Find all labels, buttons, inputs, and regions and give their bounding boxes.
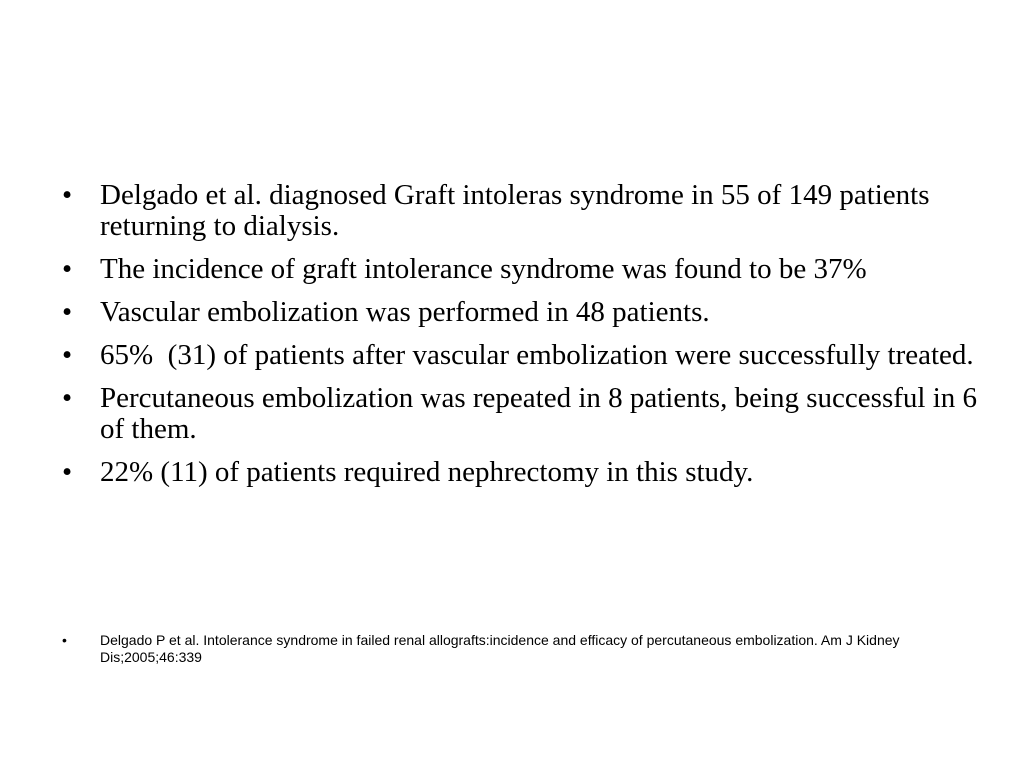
- list-item-text: Delgado et al. diagnosed Graft intoleras syndrome in 55 of 149 patients returning to dialysis.: [100, 179, 930, 242]
- bullet-icon: •: [62, 339, 73, 371]
- list-item: [62, 180, 982, 242]
- bullet-icon: •: [62, 382, 73, 414]
- list-item: [62, 340, 982, 371]
- reference-text: Delgado P et al. Intolerance syndrome in failed renal allografts:incidence and efficacy of percutaneous embolization. Am J Kidney Dis;2005;46:339: [100, 632, 900, 665]
- bullet-icon: •: [62, 456, 73, 488]
- list-item: [62, 383, 982, 445]
- list-item: [62, 457, 982, 488]
- list-item-text: Percutaneous embolization was repeated in 8 patients, being successful in 6 of them.: [100, 382, 977, 445]
- list-item-text: The incidence of graft intolerance syndrome was found to be 37%: [100, 253, 867, 285]
- reference-item: [62, 632, 962, 666]
- bullet-icon: •: [62, 296, 73, 328]
- list-item-text: Vascular embolization was performed in 48 patients.: [100, 296, 710, 328]
- list-item: [62, 254, 982, 285]
- list-item: [62, 297, 982, 328]
- bullet-icon: •: [62, 632, 67, 648]
- list-item-text: 22% (11) of patients required nephrectomy in this study.: [100, 456, 754, 488]
- reference-list: [62, 632, 962, 666]
- bullet-icon: •: [62, 179, 73, 211]
- bullet-icon: •: [62, 253, 73, 285]
- findings-list: [62, 180, 982, 500]
- list-item-text: 65% (31) of patients after vascular embolization were successfully treated.: [100, 339, 974, 371]
